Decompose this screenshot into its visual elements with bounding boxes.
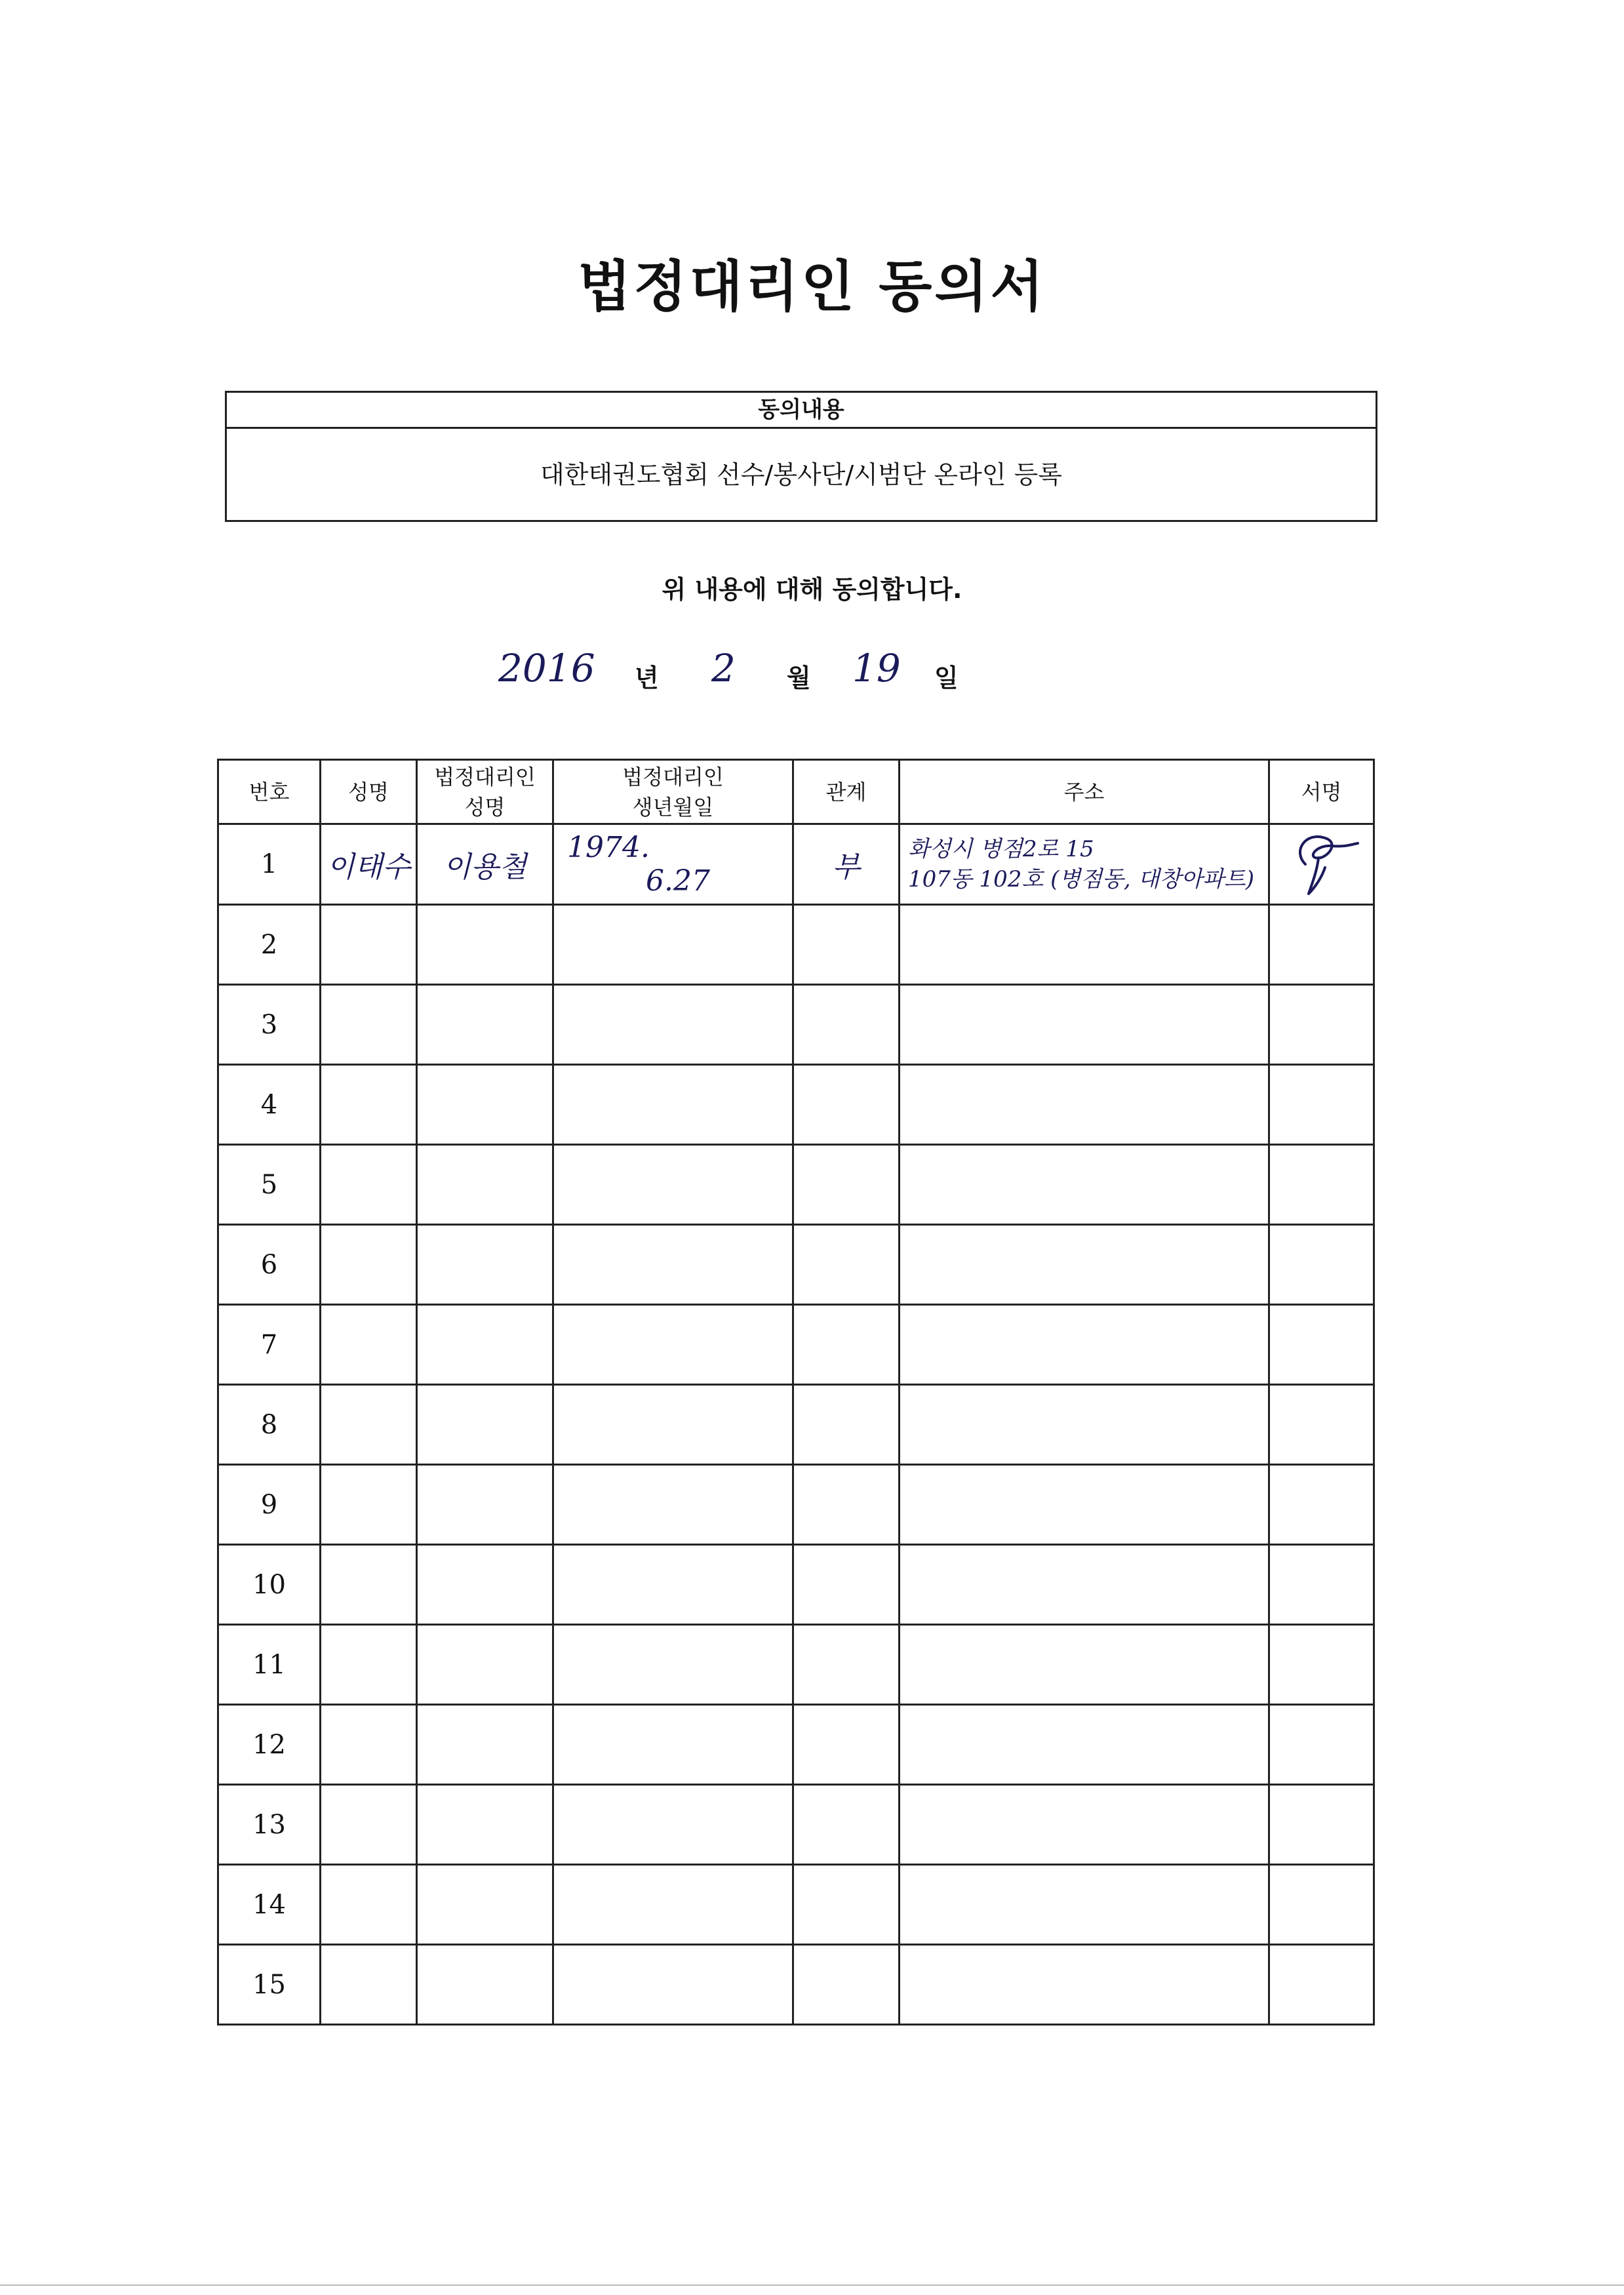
row-no: 14 [218, 1865, 321, 1945]
row-guardian-birth [553, 824, 793, 905]
cell-empty [321, 1305, 417, 1385]
table-row [218, 1945, 1374, 2025]
agreement-statement: 위 내용에 대해 동의합니다. [662, 575, 962, 604]
cell-empty [417, 1305, 553, 1385]
cell-empty [900, 1865, 1269, 1945]
date-day-unit: 일 [934, 664, 959, 692]
cell-empty [900, 985, 1269, 1065]
cell-empty [417, 905, 553, 985]
header-guardian-name-line1: 법정대리인 [434, 764, 536, 789]
row-no: 3 [218, 985, 321, 1065]
cell-empty [1269, 1865, 1374, 1945]
header-guardian-birth-line1: 법정대리인 [622, 764, 724, 789]
table-row [218, 1865, 1374, 1945]
cell-empty [553, 1465, 793, 1545]
cell-empty [553, 1545, 793, 1625]
date-year-unit: 년 [635, 664, 659, 692]
date-line [0, 646, 1624, 698]
handwritten-signature [1279, 825, 1364, 897]
cell-empty [553, 1785, 793, 1865]
cell-empty [553, 1625, 793, 1705]
row-no: 2 [218, 905, 321, 985]
cell-empty [321, 1225, 417, 1305]
cell-empty [553, 1225, 793, 1305]
cell-empty [553, 905, 793, 985]
date-month: 2 [711, 646, 736, 690]
table-row [218, 1225, 1374, 1305]
cell-empty [900, 1305, 1269, 1385]
cell-empty [417, 1465, 553, 1545]
cell-empty [321, 1865, 417, 1945]
cell-empty [1269, 1225, 1374, 1305]
cell-empty [900, 1785, 1269, 1865]
cell-empty [1269, 1145, 1374, 1225]
row-name: 이태수 [321, 824, 417, 905]
table-row [218, 985, 1374, 1065]
cell-empty [793, 1305, 900, 1385]
cell-empty [321, 1785, 417, 1865]
cell-empty [1269, 1305, 1374, 1385]
cell-empty [417, 1545, 553, 1625]
consent-content-header: 동의내용 [227, 393, 1376, 429]
table-row [218, 1305, 1374, 1385]
row-no: 11 [218, 1625, 321, 1705]
cell-empty [900, 1945, 1269, 2025]
row-relation: 부 [793, 824, 900, 905]
header-name: 성명 [321, 760, 417, 824]
cell-empty [1269, 1705, 1374, 1785]
row-birth-date: 6.27 [646, 864, 710, 898]
cell-empty [417, 1945, 553, 2025]
cell-empty [793, 1385, 900, 1465]
cell-empty [900, 1225, 1269, 1305]
cell-empty [321, 1145, 417, 1225]
row-no: 6 [218, 1225, 321, 1305]
scan-edge-line [0, 2285, 1624, 2286]
row-signature [1269, 824, 1374, 905]
cell-empty [553, 1145, 793, 1225]
cell-empty [793, 1625, 900, 1705]
cell-empty [553, 985, 793, 1065]
cell-empty [553, 1705, 793, 1785]
cell-empty [900, 1465, 1269, 1545]
cell-empty [793, 985, 900, 1065]
guardian-roster-table [217, 759, 1375, 2026]
cell-empty [417, 1865, 553, 1945]
cell-empty [321, 1385, 417, 1465]
table-row [218, 1145, 1374, 1225]
cell-empty [417, 1385, 553, 1465]
cell-empty [900, 1545, 1269, 1625]
cell-empty [321, 985, 417, 1065]
cell-empty [321, 1065, 417, 1145]
row-no: 15 [218, 1945, 321, 2025]
table-row [218, 824, 1374, 905]
header-no: 번호 [218, 760, 321, 824]
cell-empty [1269, 1945, 1374, 2025]
header-relation: 관계 [793, 760, 900, 824]
cell-empty [793, 1145, 900, 1225]
table-row [218, 1545, 1374, 1625]
header-guardian-name [417, 760, 553, 824]
cell-empty [1269, 1065, 1374, 1145]
row-no: 10 [218, 1545, 321, 1625]
table-header-row [218, 760, 1374, 824]
cell-empty [900, 1625, 1269, 1705]
cell-empty [1269, 1385, 1374, 1465]
table-row [218, 1625, 1374, 1705]
cell-empty [321, 1705, 417, 1785]
cell-empty [900, 905, 1269, 985]
date-month-unit: 월 [787, 664, 811, 692]
header-guardian-birth [553, 760, 793, 824]
cell-empty [1269, 1465, 1374, 1545]
consent-content-box [225, 391, 1377, 522]
cell-empty [417, 1705, 553, 1785]
row-no: 4 [218, 1065, 321, 1145]
cell-empty [1269, 905, 1374, 985]
row-birth-year: 1974. [567, 831, 650, 864]
cell-empty [793, 1545, 900, 1625]
row-no: 7 [218, 1305, 321, 1385]
date-day: 19 [852, 646, 901, 690]
cell-empty [321, 1465, 417, 1545]
row-guardian-name: 이용철 [417, 824, 553, 905]
row-no: 13 [218, 1785, 321, 1865]
row-no: 9 [218, 1465, 321, 1545]
cell-empty [417, 1625, 553, 1705]
consent-content-body: 대한태권도협회 선수/봉사단/시범단 온라인 등록 [540, 460, 1062, 489]
cell-empty [900, 1705, 1269, 1785]
cell-empty [321, 1625, 417, 1705]
cell-empty [417, 985, 553, 1065]
cell-empty [1269, 1785, 1374, 1865]
cell-empty [793, 1865, 900, 1945]
cell-empty [1269, 1625, 1374, 1705]
cell-empty [553, 1385, 793, 1465]
cell-empty [900, 1145, 1269, 1225]
cell-empty [900, 1065, 1269, 1145]
cell-empty [793, 1465, 900, 1545]
header-signature: 서명 [1269, 760, 1374, 824]
table-row [218, 1065, 1374, 1145]
table-row [218, 1705, 1374, 1785]
row-no: 8 [218, 1385, 321, 1465]
cell-empty [793, 1785, 900, 1865]
row-no: 12 [218, 1705, 321, 1785]
table-row [218, 1465, 1374, 1545]
cell-empty [793, 905, 900, 985]
date-year: 2016 [498, 646, 595, 690]
cell-empty [321, 905, 417, 985]
row-no: 5 [218, 1145, 321, 1225]
table-row [218, 905, 1374, 985]
table-row [218, 1385, 1374, 1465]
header-guardian-name-line2: 성명 [464, 794, 505, 820]
cell-empty [553, 1865, 793, 1945]
row-address [900, 824, 1269, 905]
header-address: 주소 [900, 760, 1269, 824]
row-address-line2: 107동 102호 (병점동, 대창아파트) [908, 866, 1254, 892]
cell-empty [1269, 985, 1374, 1065]
cell-empty [321, 1945, 417, 2025]
cell-empty [553, 1305, 793, 1385]
row-address-line1: 화성시 병점2로 15 [908, 836, 1094, 862]
document-title: 법정대리인 동의서 [578, 254, 1046, 319]
row-no: 1 [218, 824, 321, 905]
cell-empty [417, 1065, 553, 1145]
cell-empty [793, 1705, 900, 1785]
cell-empty [321, 1545, 417, 1625]
cell-empty [553, 1945, 793, 2025]
cell-empty [417, 1225, 553, 1305]
cell-empty [900, 1385, 1269, 1465]
header-guardian-birth-line2: 생년월일 [632, 794, 714, 820]
cell-empty [553, 1065, 793, 1145]
cell-empty [1269, 1545, 1374, 1625]
table-row [218, 1785, 1374, 1865]
cell-empty [793, 1945, 900, 2025]
cell-empty [793, 1065, 900, 1145]
cell-empty [417, 1145, 553, 1225]
cell-empty [417, 1785, 553, 1865]
cell-empty [793, 1225, 900, 1305]
